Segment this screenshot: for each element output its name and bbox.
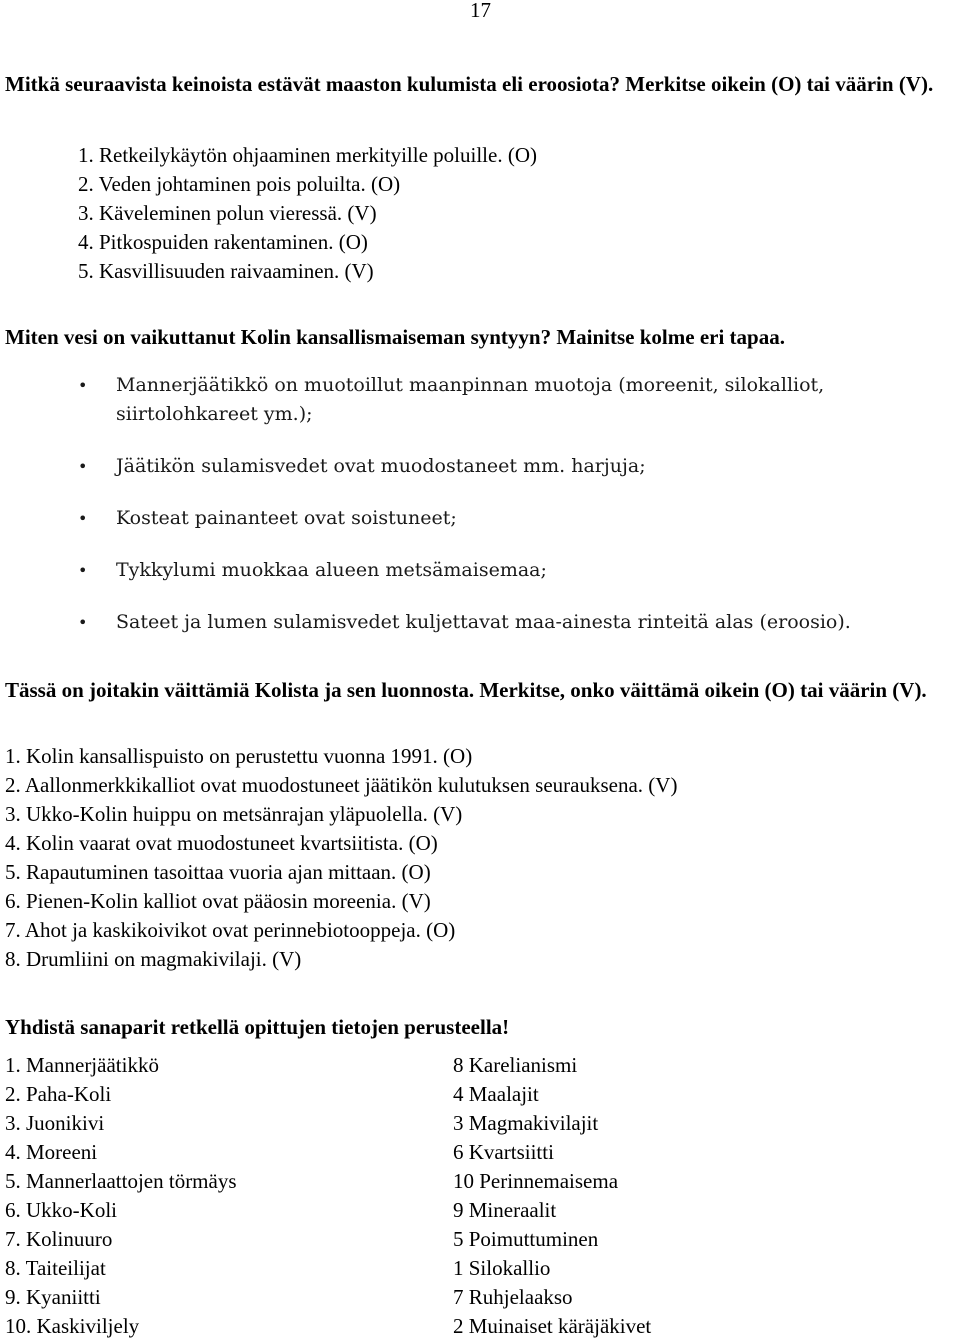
list-item: 8. Drumliini on magmakivilaji. (V) [5, 947, 302, 971]
pair-row [5, 1109, 905, 1138]
pair-right: 1 Silokallio [453, 1256, 551, 1280]
pair-right: 7 Ruhjelaakso [453, 1285, 573, 1309]
pair-left: 5. Mannerlaattojen törmäys [5, 1169, 237, 1193]
pair-left: 7. Kolinuuro [5, 1227, 113, 1251]
pair-row [5, 1283, 905, 1312]
list-item: 5. Kasvillisuuden raivaaminen. (V) [78, 259, 374, 283]
page-number: 17 [470, 0, 491, 22]
pair-left: 4. Moreeni [5, 1140, 98, 1164]
pair-row [5, 1254, 905, 1283]
pair-row [5, 1051, 905, 1080]
bullet-item: • Kosteat painanteet ovat soistuneet; [78, 504, 953, 533]
list-item: 3. Käveleminen polun vieressä. (V) [78, 201, 377, 225]
pair-row [5, 1312, 905, 1341]
pair-right: 8 Karelianismi [453, 1053, 578, 1077]
list-item: 3. Ukko-Kolin huippu on metsänrajan yläpuolella. (V) [5, 802, 463, 826]
pair-row [5, 1225, 905, 1254]
erosion-answer-list [78, 141, 537, 286]
word-pair-table [5, 1051, 905, 1341]
list-item: 5. Rapautuminen tasoittaa vuoria ajan mittaan. (O) [5, 860, 431, 884]
pair-right: 5 Poimuttuminen [453, 1227, 599, 1251]
pair-row [5, 1138, 905, 1167]
pair-left: 1. Mannerjäätikkö [5, 1053, 159, 1077]
pair-right: 10 Perinnemaisema [453, 1169, 619, 1193]
pair-row [5, 1080, 905, 1109]
list-item: 2. Aallonmerkkikalliot ovat muodostuneet jäätikön kulutuksen seurauksena. (V) [5, 773, 678, 797]
question-word-pairs: Yhdistä sanaparit retkellä opittujen tietojen perusteella! [5, 1015, 510, 1039]
statement-list [5, 742, 677, 974]
bullet-item: • Jäätikön sulamisvedet ovat muodostaneet mm. harjuja; [78, 452, 953, 481]
list-item: 1. Kolin kansallispuisto on perustettu vuonna 1991. (O) [5, 744, 473, 768]
pair-left: 6. Ukko-Koli [5, 1198, 117, 1222]
list-item: 1. Retkeilykäytön ohjaaminen merkityille poluille. (O) [78, 143, 537, 167]
pair-left: 2. Paha-Koli [5, 1082, 112, 1106]
question-statements: Tässä on joitakin väittämiä Kolista ja sen luonnosta. Merkitse, onko väittämä oikein (O) tai väärin (V). [5, 678, 927, 702]
pair-left: 3. Juonikivi [5, 1111, 105, 1135]
list-item: 2. Veden johtaminen pois poluilta. (O) [78, 172, 401, 196]
pair-left: 10. Kaskiviljely [5, 1314, 140, 1338]
bullet-item: • Mannerjäätikkö on muotoillut maanpinnan muotoja (moreenit, silokalliot, siirtolohkareet ym.); [78, 371, 953, 429]
pair-row [5, 1196, 905, 1225]
list-item: 6. Pienen-Kolin kalliot ovat pääosin moreenia. (V) [5, 889, 431, 913]
pair-row [5, 1167, 905, 1196]
list-item: 4. Kolin vaarat ovat muodostuneet kvartsiitista. (O) [5, 831, 438, 855]
water-impact-bullet-list [78, 371, 953, 637]
question-water-impact: Miten vesi on vaikuttanut Kolin kansallismaiseman syntyyn? Mainitse kolme eri tapaa. [5, 325, 785, 349]
pair-right: 4 Maalajit [453, 1082, 539, 1106]
list-item: 7. Ahot ja kaskikoivikot ovat perinnebiotooppeja. (O) [5, 918, 456, 942]
pair-right: 9 Mineraalit [453, 1198, 557, 1222]
pair-right: 3 Magmakivilajit [453, 1111, 599, 1135]
bullet-item: • Tykkylumi muokkaa alueen metsämaisemaa; [78, 556, 953, 585]
pair-left: 9. Kyaniitti [5, 1285, 101, 1309]
question-erosion: Mitkä seuraavista keinoista estävät maaston kulumista eli eroosiota? Merkitse oikein (O) tai väärin (V). [5, 72, 934, 96]
pair-left: 8. Taiteilijat [5, 1256, 106, 1280]
pair-right: 2 Muinaiset käräjäkivet [453, 1314, 652, 1338]
bullet-item: • Sateet ja lumen sulamisvedet kuljettavat maa-ainesta rinteitä alas (eroosio). [78, 608, 953, 637]
pair-right: 6 Kvartsiitti [453, 1140, 554, 1164]
list-item: 4. Pitkospuiden rakentaminen. (O) [78, 230, 368, 254]
